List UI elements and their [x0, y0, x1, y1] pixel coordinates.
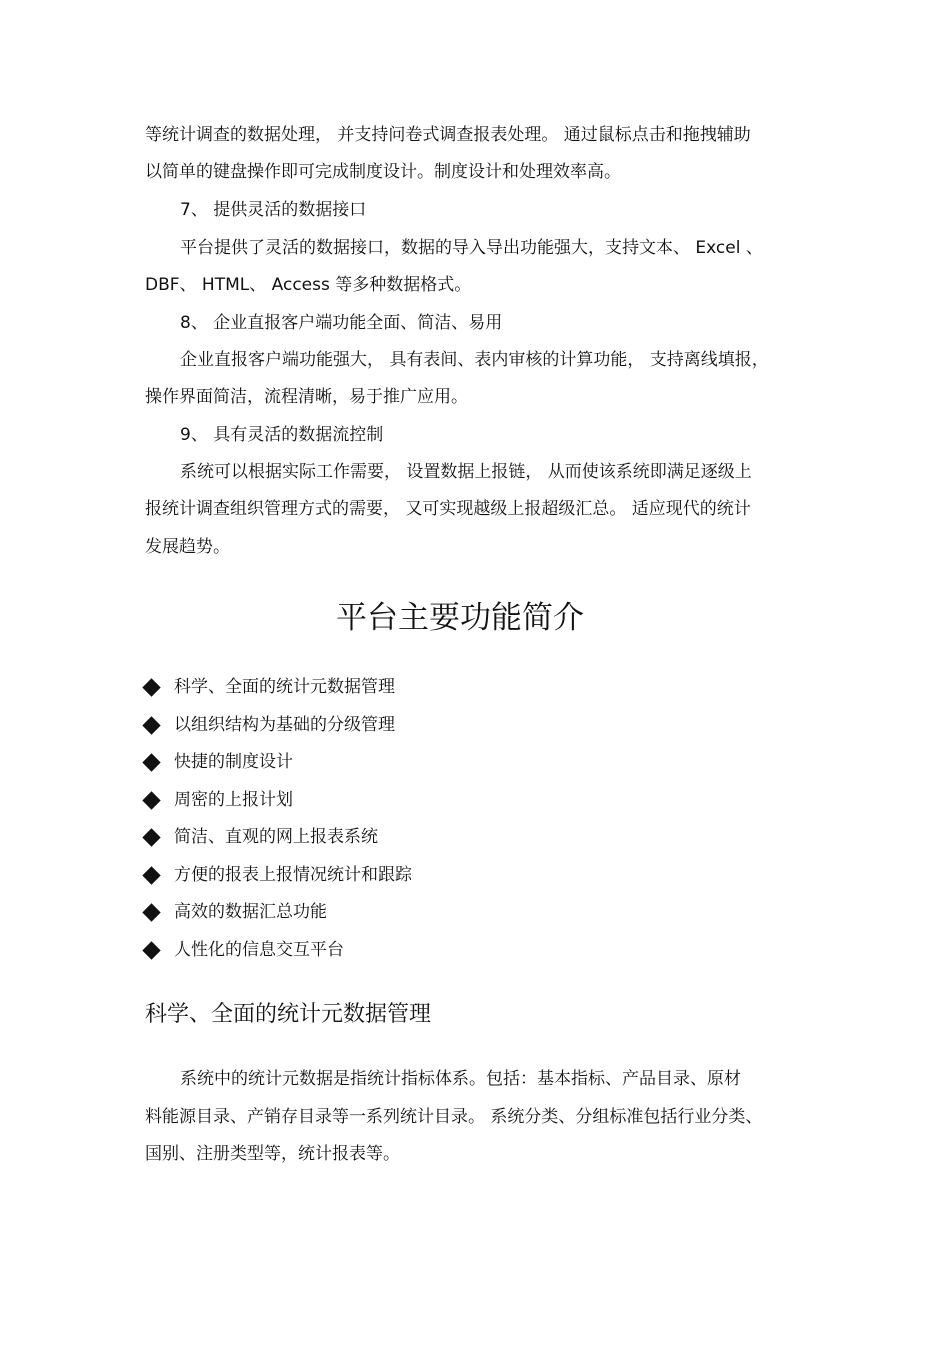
list-item [143, 751, 293, 773]
list-item-label: 以组织结构为基础的分级管理 [174, 715, 395, 735]
list-item [143, 826, 378, 848]
paragraph-line: 系统可以根据实际工作需要， 设置数据上报链， 从而使该系统即满足逐级上 [180, 462, 752, 482]
paragraph-line: DBF、 HTML、 Access 等多种数据格式。 [145, 275, 472, 295]
list-item-label: 人性化的信息交互平台 [174, 940, 344, 960]
paragraph-line: 企业直报客户端功能强大， 具有表间、表内审核的计算功能， 支持离线填报， [180, 350, 769, 370]
paragraph-line: 发展趋势。 [145, 537, 230, 557]
paragraph-line: 系统中的统计元数据是指统计指标体系。包括：基本指标、产品目录、原材 [180, 1069, 741, 1089]
list-item [143, 676, 395, 698]
numbered-heading-8: 8、 企业直报客户端功能全面、简洁、易用 [180, 313, 503, 333]
list-item-label: 科学、全面的统计元数据管理 [174, 677, 395, 697]
list-item-label: 简洁、直观的网上报表系统 [174, 827, 378, 847]
numbered-heading-9: 9、 具有灵活的数据流控制 [180, 425, 384, 445]
paragraph-line: 国别、注册类型等，统计报表等。 [145, 1144, 400, 1164]
list-item-label: 方便的报表上报情况统计和跟踪 [174, 865, 412, 885]
diamond-bullet-icon [142, 941, 160, 959]
paragraph-line: 以简单的键盘操作即可完成制度设计。制度设计和处理效率高。 [145, 162, 621, 182]
paragraph-line: 报统计调查组织管理方式的需要， 又可实现越级上报超级汇总。 适应现代的统计 [145, 499, 751, 519]
diamond-bullet-icon [142, 828, 160, 846]
list-item-label: 快捷的制度设计 [174, 752, 293, 772]
paragraph-line: 等统计调查的数据处理， 并支持问卷式调查报表处理。 通过鼠标点击和拖拽辅助 [145, 125, 751, 145]
list-item [143, 901, 327, 923]
numbered-heading-7: 7、 提供灵活的数据接口 [180, 200, 367, 220]
list-item [143, 939, 344, 961]
diamond-bullet-icon [142, 866, 160, 884]
list-item [143, 864, 412, 886]
subsection-title: 科学、全面的统计元数据管理 [145, 1002, 432, 1027]
diamond-bullet-icon [142, 903, 160, 921]
list-item [143, 789, 293, 811]
diamond-bullet-icon [142, 791, 160, 809]
section-title: 平台主要功能简介 [336, 600, 584, 636]
paragraph-line: 操作界面简洁，流程清晰，易于推广应用。 [145, 387, 468, 407]
list-item [143, 714, 395, 736]
list-item-label: 高效的数据汇总功能 [174, 902, 327, 922]
list-item-label: 周密的上报计划 [174, 790, 293, 810]
diamond-bullet-icon [142, 678, 160, 696]
paragraph-line: 平台提供了灵活的数据接口，数据的导入导出功能强大，支持文本、 Excel 、 [180, 238, 763, 258]
diamond-bullet-icon [142, 753, 160, 771]
paragraph-line: 料能源目录、产销存目录等一系列统计目录。 系统分类、分组标准包括行业分类、 [145, 1107, 763, 1127]
diamond-bullet-icon [142, 716, 160, 734]
